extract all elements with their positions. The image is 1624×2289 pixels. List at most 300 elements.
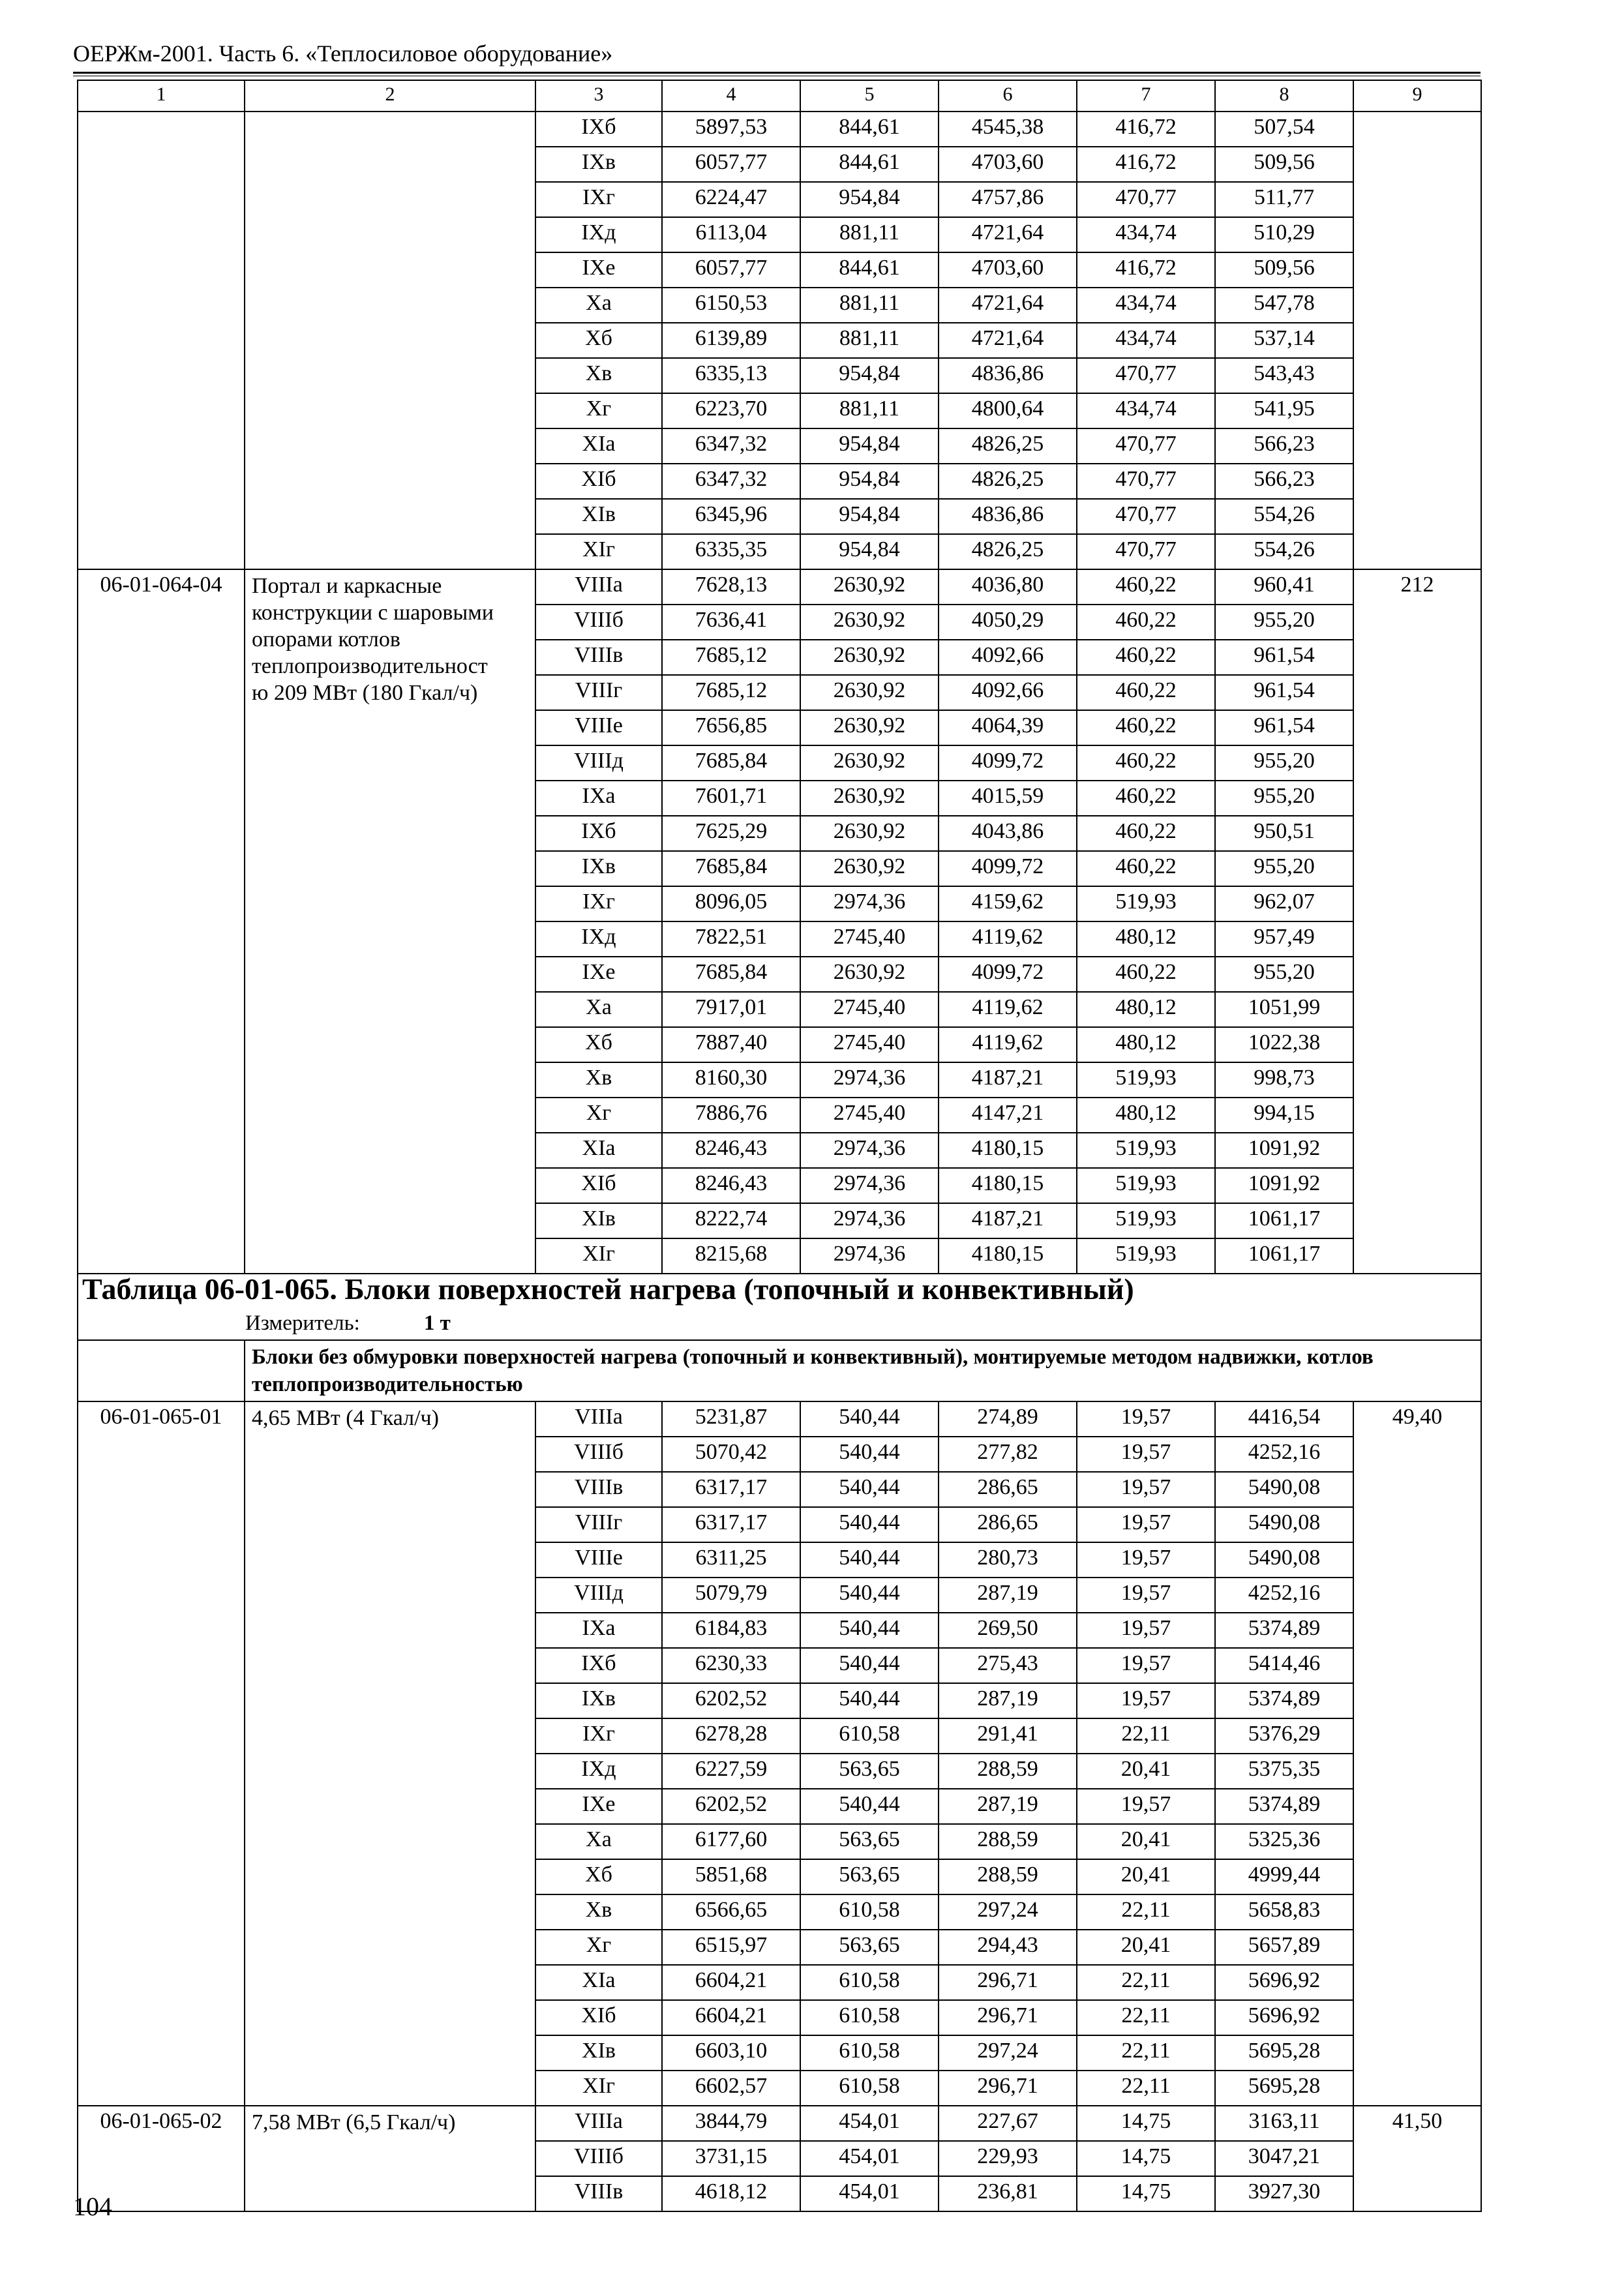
value-cell: 7685,12 [662,640,800,675]
value-cell: 610,58 [800,1965,939,2000]
value-cell: 434,74 [1077,393,1215,428]
value-cell: 1091,92 [1215,1133,1353,1168]
value-cell: 509,56 [1215,147,1353,182]
value-cell: 4099,72 [939,745,1077,781]
value-cell: 4800,64 [939,393,1077,428]
zone-cell: VIIIд [535,1578,662,1613]
value-cell: 416,72 [1077,252,1215,288]
description-line: 4,65 МВт (4 Гкал/ч) [252,1406,439,1430]
value-cell: 470,77 [1077,428,1215,464]
value-cell: 4836,86 [939,358,1077,393]
value-cell: 3163,11 [1215,2106,1353,2141]
value-cell: 5851,68 [662,1859,800,1894]
value-cell: 14,75 [1077,2106,1215,2141]
value-cell: 277,82 [939,1437,1077,1472]
value-cell: 5375,35 [1215,1754,1353,1789]
value-cell: 7685,84 [662,851,800,886]
value-cell: 6230,33 [662,1648,800,1683]
zone-cell: Xа [535,288,662,323]
value-cell: 294,43 [939,1930,1077,1965]
value-cell: 5374,89 [1215,1789,1353,1824]
value-cell: 7625,29 [662,816,800,851]
value-cell: 509,56 [1215,252,1353,288]
value-cell: 460,22 [1077,640,1215,675]
value-cell: 5696,92 [1215,2000,1353,2035]
value-cell: 4187,21 [939,1062,1077,1098]
value-cell: 19,57 [1077,1542,1215,1578]
table-row [78,569,1481,605]
value-cell: 7886,76 [662,1098,800,1133]
value-cell: 566,23 [1215,464,1353,499]
value-cell: 540,44 [800,1437,939,1472]
value-cell: 610,58 [800,2000,939,2035]
description-line: теплопроизводительност [252,654,488,678]
value-cell: 4180,15 [939,1238,1077,1274]
value-cell: 4836,86 [939,499,1077,534]
value-cell: 540,44 [800,1542,939,1578]
value-cell: 998,73 [1215,1062,1353,1098]
value-cell: 4703,60 [939,147,1077,182]
zone-cell: XIб [535,2000,662,2035]
value-cell: 6317,17 [662,1507,800,1542]
value-cell: 7628,13 [662,569,800,605]
column-number: 2 [245,80,535,112]
value-cell: 6602,57 [662,2071,800,2106]
value-cell: 4721,64 [939,288,1077,323]
value-cell: 6604,21 [662,1965,800,2000]
value-cell: 955,20 [1215,781,1353,816]
description-line: конструкции с шаровыми [252,601,494,625]
value-cell: 8160,30 [662,1062,800,1098]
value-cell: 8096,05 [662,886,800,921]
description-line: ю 209 МВт (180 Гкал/ч) [252,681,478,705]
value-cell: 960,41 [1215,569,1353,605]
value-cell: 20,41 [1077,1859,1215,1894]
zone-cell: VIIIе [535,1542,662,1578]
value-cell: 19,57 [1077,1472,1215,1507]
value-cell: 540,44 [800,1683,939,1718]
value-cell: 4757,86 [939,182,1077,217]
value-cell: 460,22 [1077,745,1215,781]
value-cell: 540,44 [800,1507,939,1542]
zone-cell: IXв [535,851,662,886]
value-cell: 3844,79 [662,2106,800,2141]
value-cell: 3731,15 [662,2141,800,2176]
value-cell: 236,81 [939,2176,1077,2211]
value-cell: 5657,89 [1215,1930,1353,1965]
zone-cell: XIг [535,1238,662,1274]
zone-cell: XIб [535,1168,662,1203]
value-cell: 434,74 [1077,323,1215,358]
value-cell: 2630,92 [800,781,939,816]
value-cell: 4180,15 [939,1168,1077,1203]
column-number: 3 [535,80,662,112]
value-cell: 288,59 [939,1859,1077,1894]
running-header: ОЕРЖм-2001. Часть 6. «Теплосиловое оборудование» [73,40,613,67]
value-cell: 434,74 [1077,217,1215,252]
value-cell: 22,11 [1077,2071,1215,2106]
value-cell: 6223,70 [662,393,800,428]
value-cell: 6227,59 [662,1754,800,1789]
value-cell: 6515,97 [662,1930,800,1965]
value-cell: 4252,16 [1215,1578,1353,1613]
value-cell: 229,93 [939,2141,1077,2176]
zone-cell: XIв [535,499,662,534]
value-cell: 955,20 [1215,745,1353,781]
value-cell: 470,77 [1077,499,1215,534]
value-cell: 6202,52 [662,1683,800,1718]
value-cell: 288,59 [939,1824,1077,1859]
value-cell: 6150,53 [662,288,800,323]
value-cell: 2630,92 [800,640,939,675]
zone-cell: IXб [535,1648,662,1683]
value-cell: 881,11 [800,288,939,323]
value-cell: 8215,68 [662,1238,800,1274]
value-cell: 2974,36 [800,1062,939,1098]
value-cell: 5070,42 [662,1437,800,1472]
value-cell: 20,41 [1077,1754,1215,1789]
value-cell: 6347,32 [662,464,800,499]
value-cell: 288,59 [939,1754,1077,1789]
zone-cell: Xг [535,393,662,428]
column-number: 1 [78,80,245,112]
value-cell: 5374,89 [1215,1613,1353,1648]
value-cell: 19,57 [1077,1648,1215,1683]
value-cell: 554,26 [1215,499,1353,534]
value-cell: 955,20 [1215,957,1353,992]
value-cell: 4180,15 [939,1133,1077,1168]
value-cell: 519,93 [1077,1238,1215,1274]
value-cell: 2745,40 [800,992,939,1027]
value-cell: 4119,62 [939,1027,1077,1062]
value-cell: 6335,13 [662,358,800,393]
value-cell: 5490,08 [1215,1472,1353,1507]
value-cell: 954,84 [800,499,939,534]
value-cell: 6345,96 [662,499,800,534]
value-cell: 4015,59 [939,781,1077,816]
zone-cell: VIIIб [535,605,662,640]
value-cell: 22,11 [1077,2035,1215,2071]
value-cell: 1091,92 [1215,1168,1353,1203]
value-cell: 286,65 [939,1472,1077,1507]
zone-cell: IXв [535,1683,662,1718]
value-cell: 296,71 [939,2000,1077,2035]
zone-cell: Xб [535,323,662,358]
measure-value: 1 т [423,1311,451,1335]
value-cell: 6113,04 [662,217,800,252]
zone-cell: Xа [535,992,662,1027]
rates-table [77,80,1482,2212]
value-cell: 961,54 [1215,710,1353,745]
value-cell: 1061,17 [1215,1203,1353,1238]
zone-cell: Xв [535,1894,662,1930]
zone-cell: Xв [535,358,662,393]
value-cell: 881,11 [800,393,939,428]
value-cell: 954,84 [800,534,939,569]
value-cell: 22,11 [1077,1965,1215,2000]
value-cell: 610,58 [800,2071,939,2106]
value-cell: 4618,12 [662,2176,800,2211]
value-cell: 6057,77 [662,252,800,288]
section-title: Таблица 06-01-065. Блоки поверхностей нагрева (топочный и конвективный) [78,1274,1481,1308]
value-cell: 291,41 [939,1718,1077,1754]
rate-description-cell [245,112,535,569]
value-cell: 3047,21 [1215,2141,1353,2176]
table-row [78,2106,1481,2141]
value-cell: 2630,92 [800,605,939,640]
rate-code-cell: 06-01-065-01 [78,1401,245,2106]
rate-code-cell: 06-01-064-04 [78,569,245,1274]
value-cell: 5376,29 [1215,1718,1353,1754]
value-cell: 460,22 [1077,569,1215,605]
weight-cell [1353,112,1481,569]
zone-cell: VIIIг [535,1507,662,1542]
value-cell: 2630,92 [800,745,939,781]
value-cell: 2974,36 [800,1238,939,1274]
value-cell: 543,43 [1215,358,1353,393]
zone-cell: IXа [535,1613,662,1648]
value-cell: 1061,17 [1215,1238,1353,1274]
value-cell: 547,78 [1215,288,1353,323]
zone-cell: VIIIб [535,2141,662,2176]
value-cell: 19,57 [1077,1683,1215,1718]
value-cell: 563,65 [800,1824,939,1859]
value-cell: 4187,21 [939,1203,1077,1238]
value-cell: 5695,28 [1215,2035,1353,2071]
value-cell: 296,71 [939,1965,1077,2000]
value-cell: 519,93 [1077,1062,1215,1098]
value-cell: 950,51 [1215,816,1353,851]
value-cell: 416,72 [1077,112,1215,147]
zone-cell: IXа [535,781,662,816]
value-cell: 510,29 [1215,217,1353,252]
value-cell: 4119,62 [939,992,1077,1027]
value-cell: 7685,12 [662,675,800,710]
value-cell: 6317,17 [662,1472,800,1507]
description-line: опорами котлов [252,627,400,651]
value-cell: 4099,72 [939,851,1077,886]
value-cell: 7656,85 [662,710,800,745]
value-cell: 460,22 [1077,851,1215,886]
value-cell: 1051,99 [1215,992,1353,1027]
value-cell: 5374,89 [1215,1683,1353,1718]
value-cell: 287,19 [939,1789,1077,1824]
value-cell: 20,41 [1077,1824,1215,1859]
zone-cell: VIIIг [535,675,662,710]
value-cell: 540,44 [800,1613,939,1648]
column-number: 8 [1215,80,1353,112]
value-cell: 460,22 [1077,816,1215,851]
value-cell: 6566,65 [662,1894,800,1930]
value-cell: 563,65 [800,1859,939,1894]
zone-cell: VIIIе [535,710,662,745]
value-cell: 6184,83 [662,1613,800,1648]
value-cell: 540,44 [800,1472,939,1507]
value-cell: 19,57 [1077,1613,1215,1648]
value-cell: 844,61 [800,147,939,182]
zone-cell: Xа [535,1824,662,1859]
value-cell: 7601,71 [662,781,800,816]
table-row [78,112,1481,147]
value-cell: 460,22 [1077,957,1215,992]
column-number: 5 [800,80,939,112]
value-cell: 961,54 [1215,640,1353,675]
column-number: 4 [662,80,800,112]
empty-code-cell [78,1340,245,1401]
section-note: Блоки без обмуровки поверхностей нагрева (топочный и конвективный), монтируемые методом надвижки, котлов теплопроизводительностью [245,1340,1481,1401]
value-cell: 4826,25 [939,428,1077,464]
value-cell: 2630,92 [800,675,939,710]
value-cell: 4999,44 [1215,1859,1353,1894]
zone-cell: IXе [535,1789,662,1824]
value-cell: 6603,10 [662,2035,800,2071]
value-cell: 4092,66 [939,640,1077,675]
value-cell: 4826,25 [939,464,1077,499]
zone-cell: VIIIа [535,2106,662,2141]
description-line: Портал и каркасные [252,574,442,598]
value-cell: 5325,36 [1215,1824,1353,1859]
measure-row [78,1308,1481,1340]
value-cell: 994,15 [1215,1098,1353,1133]
value-cell: 4721,64 [939,323,1077,358]
value-cell: 470,77 [1077,534,1215,569]
value-cell: 22,11 [1077,2000,1215,2035]
value-cell: 540,44 [800,1578,939,1613]
value-cell: 610,58 [800,1718,939,1754]
value-cell: 3927,30 [1215,2176,1353,2211]
value-cell: 2974,36 [800,1133,939,1168]
value-cell: 480,12 [1077,1098,1215,1133]
value-cell: 287,19 [939,1578,1077,1613]
value-cell: 8246,43 [662,1168,800,1203]
value-cell: 8222,74 [662,1203,800,1238]
value-cell: 6278,28 [662,1718,800,1754]
value-cell: 4092,66 [939,675,1077,710]
description-line: 7,58 МВт (6,5 Гкал/ч) [252,2110,456,2134]
zone-cell: XIб [535,464,662,499]
value-cell: 19,57 [1077,1507,1215,1542]
zone-cell: IXг [535,886,662,921]
value-cell: 5897,53 [662,112,800,147]
value-cell: 274,89 [939,1401,1077,1437]
zone-cell: VIIIв [535,640,662,675]
value-cell: 6604,21 [662,2000,800,2035]
value-cell: 4545,38 [939,112,1077,147]
value-cell: 507,54 [1215,112,1353,147]
value-cell: 566,23 [1215,428,1353,464]
zone-cell: XIв [535,2035,662,2071]
table-row [78,1401,1481,1437]
value-cell: 881,11 [800,217,939,252]
value-cell: 5490,08 [1215,1507,1353,1542]
zone-cell: IXе [535,252,662,288]
value-cell: 4721,64 [939,217,1077,252]
zone-cell: Xг [535,1930,662,1965]
value-cell: 962,07 [1215,886,1353,921]
value-cell: 2974,36 [800,886,939,921]
value-cell: 2745,40 [800,1027,939,1062]
value-cell: 5231,87 [662,1401,800,1437]
zone-cell: IXв [535,147,662,182]
zone-cell: XIа [535,1965,662,2000]
column-number: 6 [939,80,1077,112]
value-cell: 454,01 [800,2106,939,2141]
value-cell: 957,49 [1215,921,1353,957]
measure-label: Измеритель: [245,1311,360,1335]
value-cell: 297,24 [939,1894,1077,1930]
value-cell: 954,84 [800,358,939,393]
zone-cell: IXб [535,816,662,851]
value-cell: 6311,25 [662,1542,800,1578]
value-cell: 4147,21 [939,1098,1077,1133]
value-cell: 5079,79 [662,1578,800,1613]
value-cell: 20,41 [1077,1930,1215,1965]
value-cell: 8246,43 [662,1133,800,1168]
value-cell: 511,77 [1215,182,1353,217]
value-cell: 454,01 [800,2141,939,2176]
value-cell: 540,44 [800,1648,939,1683]
value-cell: 280,73 [939,1542,1077,1578]
value-cell: 7636,41 [662,605,800,640]
zone-cell: IXб [535,112,662,147]
value-cell: 434,74 [1077,288,1215,323]
rate-code-cell [78,112,245,569]
value-cell: 2630,92 [800,957,939,992]
value-cell: 7685,84 [662,745,800,781]
value-cell: 6202,52 [662,1789,800,1824]
zone-cell: IXд [535,217,662,252]
column-number: 7 [1077,80,1215,112]
value-cell: 460,22 [1077,605,1215,640]
zone-cell: VIIIа [535,1401,662,1437]
value-cell: 4826,25 [939,534,1077,569]
zone-cell: Xб [535,1027,662,1062]
value-cell: 275,43 [939,1648,1077,1683]
value-cell: 7685,84 [662,957,800,992]
value-cell: 540,44 [800,1401,939,1437]
value-cell: 286,65 [939,1507,1077,1542]
value-cell: 519,93 [1077,1133,1215,1168]
value-cell: 537,14 [1215,323,1353,358]
value-cell: 4099,72 [939,957,1077,992]
value-cell: 470,77 [1077,358,1215,393]
zone-cell: IXд [535,921,662,957]
zone-cell: IXг [535,1718,662,1754]
value-cell: 2745,40 [800,921,939,957]
value-cell: 954,84 [800,182,939,217]
rate-description-cell [245,569,535,1274]
value-cell: 4252,16 [1215,1437,1353,1472]
value-cell: 297,24 [939,2035,1077,2071]
value-cell: 480,12 [1077,1027,1215,1062]
zone-cell: XIа [535,1133,662,1168]
weight-cell: 49,40 [1353,1401,1481,2106]
value-cell: 5490,08 [1215,1542,1353,1578]
value-cell: 19,57 [1077,1401,1215,1437]
value-cell: 541,95 [1215,393,1353,428]
header-rule [73,72,1481,74]
value-cell: 14,75 [1077,2141,1215,2176]
rate-description-cell [245,2106,535,2211]
zone-cell: IXд [535,1754,662,1789]
zone-cell: Xв [535,1062,662,1098]
value-cell: 1022,38 [1215,1027,1353,1062]
value-cell: 4043,86 [939,816,1077,851]
value-cell: 540,44 [800,1789,939,1824]
value-cell: 6057,77 [662,147,800,182]
weight-cell: 41,50 [1353,2106,1481,2211]
measure-cell [78,1308,1481,1340]
